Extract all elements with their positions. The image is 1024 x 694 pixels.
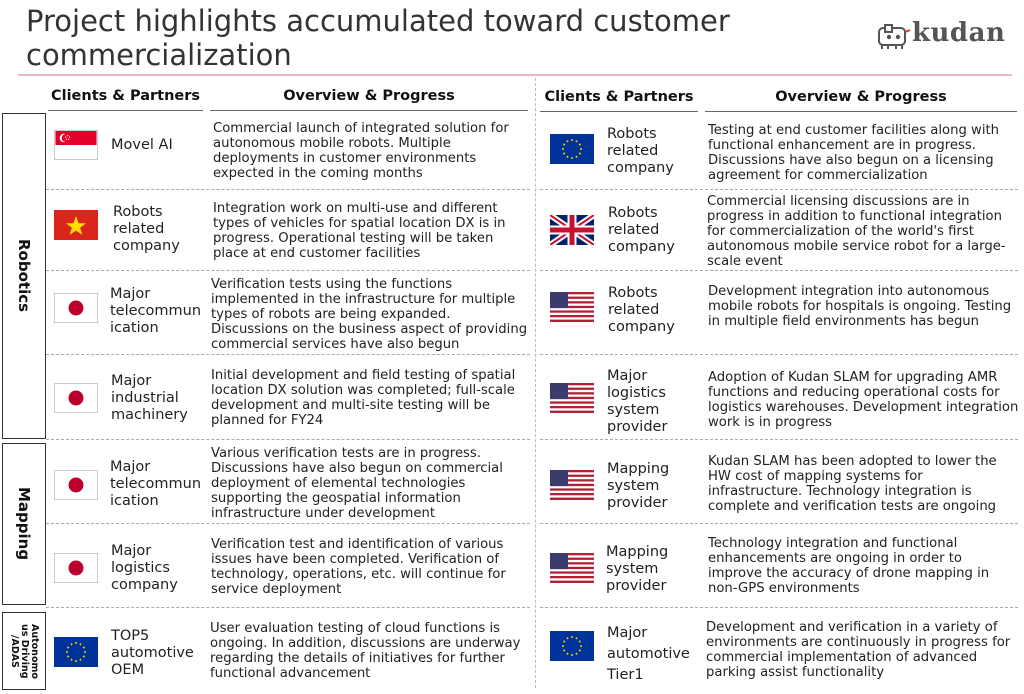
singapore-flag-icon [54, 130, 98, 160]
right-clients-header-underline [540, 111, 698, 112]
us-flag-icon [550, 383, 594, 413]
client-name: TOP5 automotive OEM [111, 628, 194, 678]
vietnam-flag-icon [54, 210, 98, 240]
row-divider [46, 523, 530, 524]
section-autonomous-driving-label: Autonomo us Driving /ADAS [9, 623, 40, 679]
client-name: Mapping system provider [607, 461, 670, 511]
row-divider [46, 439, 530, 440]
kudan-mascot-icon [876, 22, 912, 50]
right-overview-header: Overview & Progress [775, 89, 947, 105]
client-name: Major telecommun ication [110, 286, 202, 336]
row-divider [540, 270, 1018, 271]
uk-flag-icon [550, 215, 594, 245]
column-divider [535, 78, 536, 688]
client-name: Major industrial machinery [111, 373, 188, 423]
japan-flag-icon [54, 383, 98, 413]
client-name: Major automotive Tier1 [607, 625, 690, 683]
row-divider [540, 439, 1018, 440]
overview-text: User evaluation testing of cloud functions is ongoing. In addition, discussions are underway regarding the details of initiatives for further functional advancement [210, 621, 521, 681]
client-name: Major logistics company [111, 543, 178, 593]
section-mapping-label: Mapping [15, 487, 33, 561]
client-name: Mapping system provider [606, 544, 669, 594]
client-name: Robots related company [608, 205, 675, 255]
client-name: Robots related company [113, 204, 180, 254]
left-overview-header: Overview & Progress [283, 88, 455, 104]
us-flag-icon [550, 553, 594, 583]
overview-text: Development and verification in a variety of environments are continuously in progress for commercial implementation of advanced parking assist functionality [706, 620, 1011, 680]
japan-flag-icon [54, 293, 98, 323]
japan-flag-icon [54, 470, 98, 500]
title-underline [18, 74, 1012, 76]
eu-flag-icon [550, 134, 594, 164]
japan-flag-icon [54, 553, 98, 583]
row-divider [540, 523, 1018, 524]
left-clients-header: Clients & Partners [50, 88, 201, 104]
section-mapping [2, 443, 46, 605]
row-divider [46, 189, 530, 190]
overview-text: Various verification tests are in progress. Discussions have also begun on commercial deployment of elemental technologies supporting the geospatial information infrastructure under development [211, 446, 503, 521]
section-robotics [2, 113, 46, 439]
eu-flag-icon [54, 637, 98, 667]
row-divider [46, 354, 530, 355]
overview-text: Testing at end customer facilities along with functional enhancement are in progress. Discussions have also begun on a licensing agreement for commercialization [708, 123, 1000, 183]
overview-text: Integration work on multi-use and different types of vehicles for spatial location DX is in progress. Operational testing will be taken place at end customer facilities [213, 201, 506, 261]
row-divider [540, 607, 1018, 608]
overview-text: Technology integration and functional enhancements are ongoing in order to improve the accuracy of drone mapping in non-GPS environments [708, 536, 990, 596]
overview-text: Development integration into autonomous mobile robots for hospitals is ongoing. Testing in multiple field environments has begun [708, 284, 1012, 329]
right-clients-header: Clients & Partners [544, 89, 694, 105]
client-name: Robots related company [608, 285, 675, 335]
row-divider [540, 354, 1018, 355]
overview-text: Initial development and field testing of spatial location DX solution was completed; full-scale development and multi-site testing will be planned for FY24 [211, 368, 516, 428]
right-overview-header-underline [705, 111, 1017, 112]
us-flag-icon [550, 470, 594, 500]
overview-text: Commercial licensing discussions are in progress in addition to functional integration for commercialization of the world's first autonomous mobile service robot for a large-scale event [707, 194, 1006, 269]
eu-flag-icon [550, 631, 594, 661]
client-name: Major telecommun ication [110, 459, 202, 509]
us-flag-icon [550, 292, 594, 322]
row-divider [540, 189, 1018, 190]
row-divider [46, 270, 530, 271]
page-title: Project highlights accumulated toward customer commercialization [26, 4, 730, 72]
left-clients-header-underline [48, 110, 203, 111]
overview-text: Kudan SLAM has been adopted to lower the HW cost of mapping systems for infrastructure. Technology integration is complete and verification tests are ongoing [708, 454, 997, 514]
overview-text: Adoption of Kudan SLAM for upgrading AMR functions and reducing operational costs for logistics warehouses. Development integration work is in progress [708, 370, 1019, 430]
client-name: Movel AI [111, 137, 173, 153]
left-overview-header-underline [210, 110, 528, 111]
section-robotics-label: Robotics [15, 239, 33, 313]
row-divider [46, 607, 530, 608]
client-name: Major logistics system provider [607, 368, 668, 435]
section-autonomous-driving [2, 612, 46, 690]
client-name: Robots related company [607, 126, 674, 176]
overview-text: Commercial launch of integrated solution for autonomous mobile robots. Multiple deployments in customer environments expected in the coming months [213, 121, 509, 181]
overview-text: Verification test and identification of various issues have been completed. Verification of technology, operations, etc. will continue for service deployment [211, 537, 506, 597]
overview-text: Verification tests using the functions implemented in the infrastructure for multiple types of robots are being expanded. Discussions on the business aspect of providing commercial services have also begun [211, 277, 528, 352]
kudan-wordmark: kudan [912, 18, 1006, 48]
kudan-logo [876, 18, 1016, 54]
